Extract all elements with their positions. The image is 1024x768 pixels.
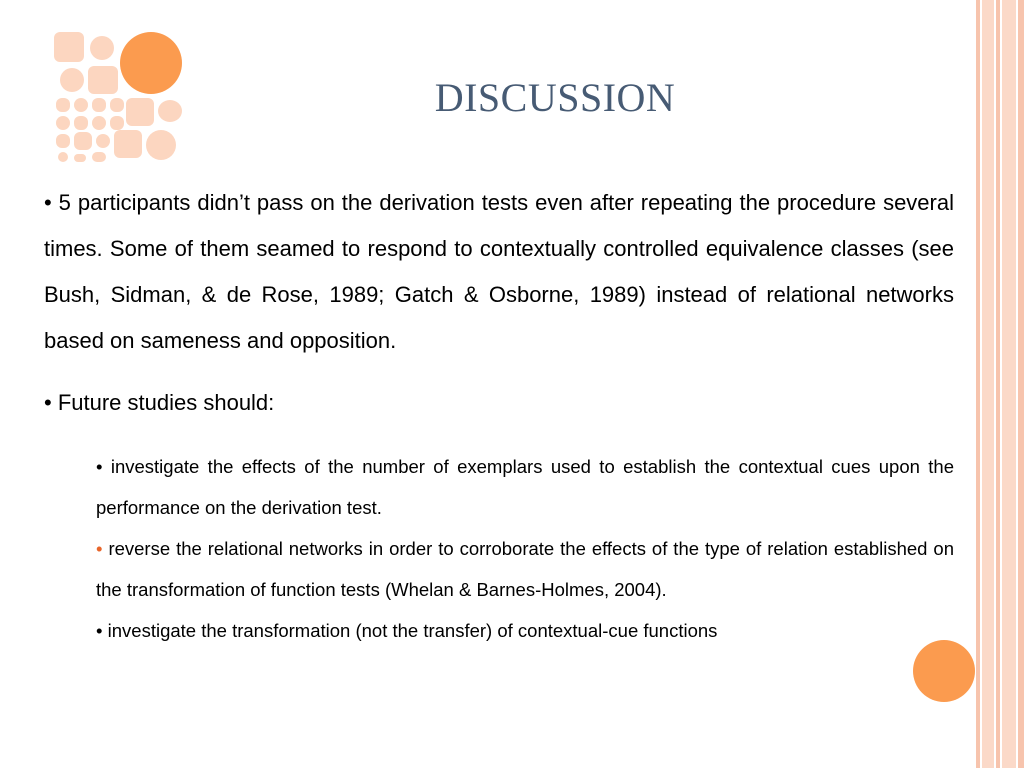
mosaic-logo-decoration — [54, 30, 186, 162]
orange-circle-decoration — [913, 640, 975, 702]
list-item-text: investigate the effects of the number of exemplars used to establish the contextual cues upon the performance on the derivation test. — [96, 456, 954, 518]
orange-circle-decoration — [120, 32, 182, 94]
stripe — [1002, 0, 1016, 768]
list-item — [96, 446, 954, 528]
stripe — [1018, 0, 1024, 768]
paragraph — [44, 180, 954, 364]
stripe — [976, 0, 980, 768]
list-item-text: reverse the relational networks in order to corroborate the effects of the type of relation established on the transformation of function tests (Whelan & Barnes-Holmes, 2004). — [96, 538, 954, 600]
stripe — [996, 0, 1000, 768]
list-item — [96, 528, 954, 610]
bullet-icon: • — [96, 456, 103, 477]
bullet-icon: • — [44, 190, 52, 215]
bullet-icon: • — [96, 538, 103, 559]
bullet-icon: • — [44, 390, 52, 415]
paragraph-text: 5 participants didn’t pass on the derivation tests even after repeating the procedure several times. Some of them seamed to respond to contextually controlled equivalence classes (see Bush, Sidman, & de Rose, 1989; Gatch & Osborne, 1989) instead of relational networks based on sameness and opposition. — [44, 190, 954, 353]
sub-list — [96, 446, 954, 651]
list-item — [96, 610, 954, 651]
stripe — [982, 0, 994, 768]
bullet-icon: • — [96, 620, 103, 641]
slide-body — [44, 180, 954, 651]
paragraph — [44, 380, 954, 426]
side-stripes-decoration — [976, 0, 1024, 768]
paragraph-text: Future studies should: — [57, 390, 275, 415]
slide-title: DISCUSSION — [434, 75, 676, 120]
list-item-text: investigate the transformation (not the transfer) of contextual-cue functions — [107, 620, 718, 641]
